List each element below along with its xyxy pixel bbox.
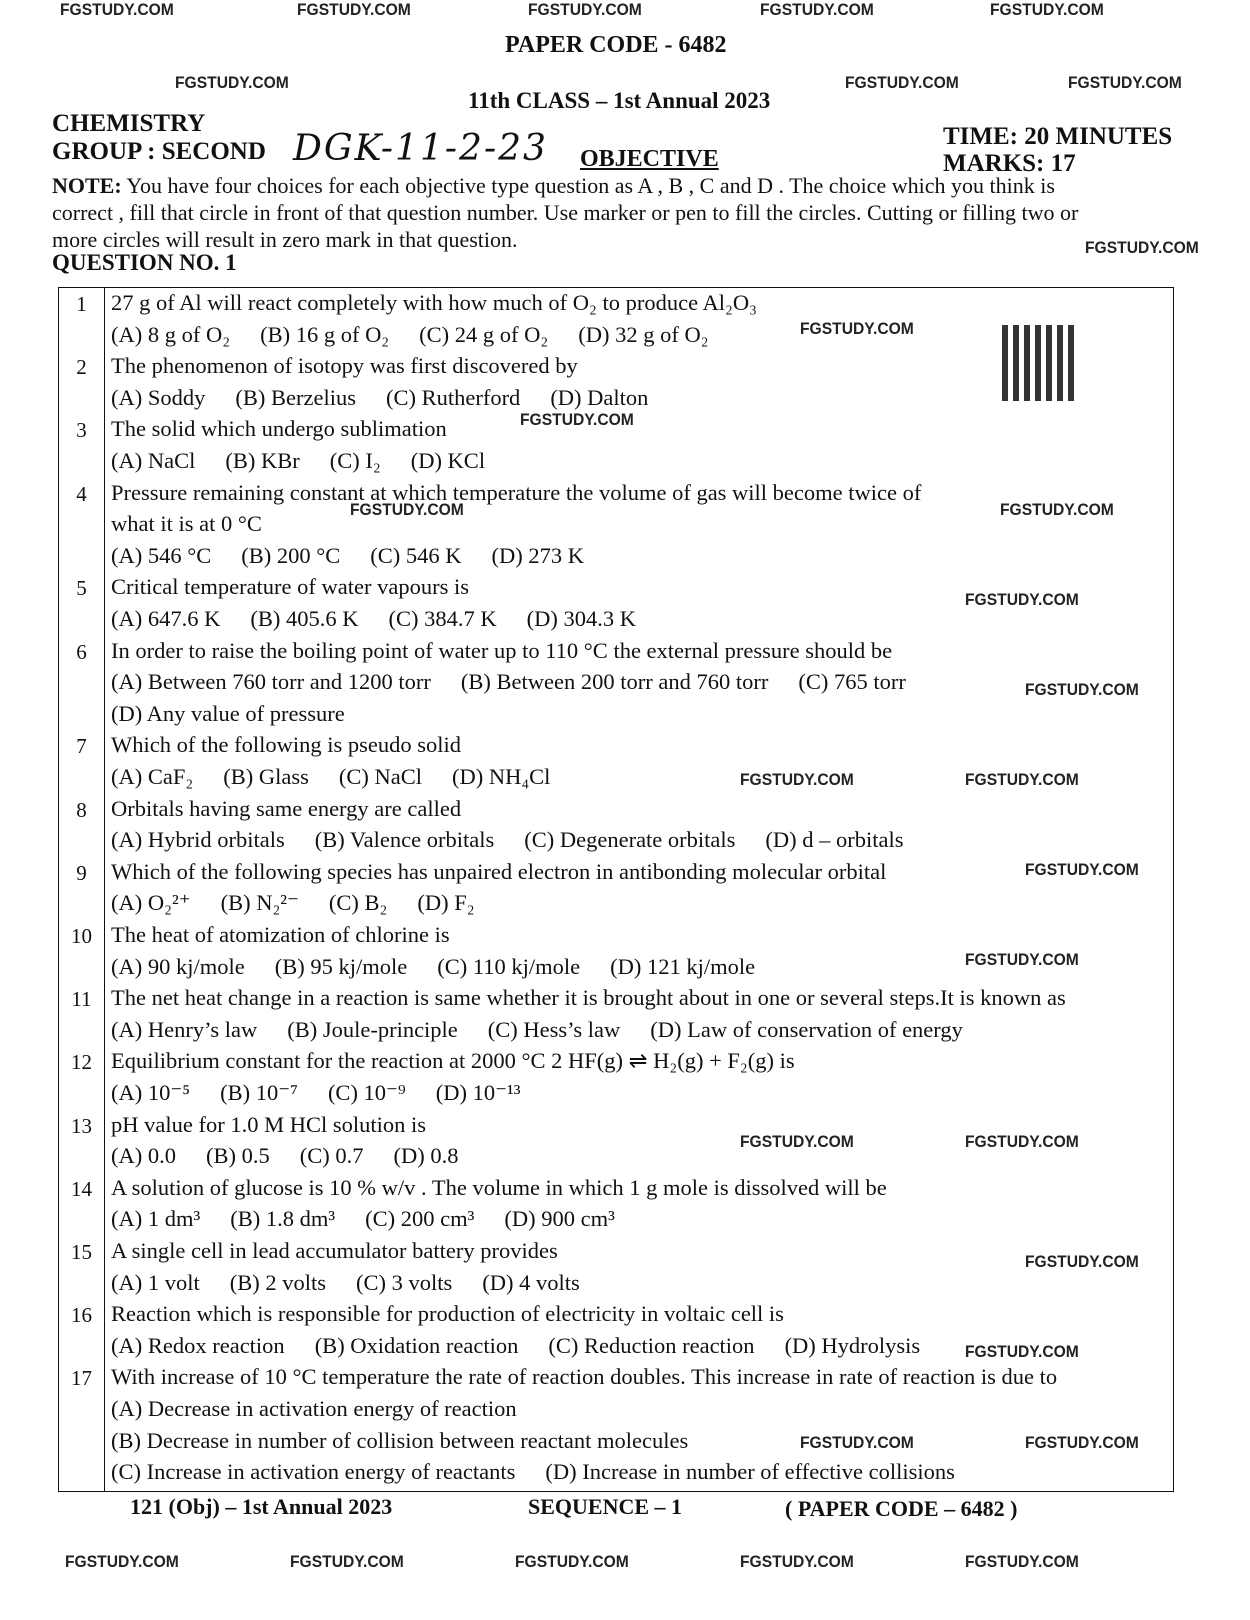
option-line	[111, 448, 485, 474]
answer-option[interactable]: (A) 647.6 K	[111, 605, 221, 631]
answer-option[interactable]: (A) CaF₂	[111, 763, 194, 789]
answer-option[interactable]: (A) Hybrid orbitals	[111, 827, 285, 853]
option-line	[111, 606, 636, 632]
answer-option[interactable]: (D) d – orbitals	[765, 827, 904, 853]
watermark-text: FGSTUDY.COM	[60, 0, 174, 19]
option-line	[111, 954, 755, 980]
watermark-text: FGSTUDY.COM	[515, 1552, 629, 1571]
answer-option[interactable]: (A) 1 dm³	[111, 1206, 201, 1232]
question-text: The net heat change in a reaction is same whether it is brought about in one or several steps.It is known as	[111, 985, 1066, 1011]
question-text: what it is at 0 °C	[111, 511, 262, 537]
watermark-text: FGSTUDY.COM	[1025, 1252, 1139, 1271]
question-number: 4	[76, 481, 87, 506]
footer-sequence: SEQUENCE – 1	[528, 1494, 683, 1519]
question-text: In order to raise the boiling point of water up to 110 °C the external pressure should be	[111, 637, 893, 663]
question-number: 10	[71, 924, 92, 948]
option-line	[111, 1143, 458, 1169]
question-text: The solid which undergo sublimation	[111, 416, 447, 442]
question-text-line	[111, 353, 578, 379]
question-text: A solution of glucose is 10 % w/v . The volume in which 1 g mole is dissolved will be	[111, 1174, 887, 1200]
question-number: 15	[71, 1240, 92, 1264]
objective-label: OBJECTIVE	[580, 146, 719, 172]
watermark-text: FGSTUDY.COM	[965, 1132, 1079, 1151]
question-text-line	[111, 416, 447, 442]
option-line	[111, 1080, 521, 1106]
answer-option[interactable]: (D) 900 cm³	[504, 1206, 615, 1232]
question-text-line	[111, 290, 757, 316]
total-marks: MARKS: 17	[943, 150, 1076, 177]
answer-option[interactable]: (D) 4 volts	[482, 1269, 580, 1295]
answer-option[interactable]: (B) N₂²⁻	[220, 890, 299, 916]
watermark-text: FGSTUDY.COM	[800, 319, 914, 338]
instructions-note	[52, 172, 1102, 253]
answer-option[interactable]: (B) Decrease in number of collision between reactant molecules	[111, 1427, 689, 1453]
watermark-text: FGSTUDY.COM	[1025, 1433, 1139, 1452]
question-text: Orbitals having same energy are called	[111, 795, 462, 821]
answer-option[interactable]: (C) NaCl	[338, 763, 422, 789]
answer-option[interactable]: (C) 110 kj/mole	[437, 953, 581, 979]
watermark-text: FGSTUDY.COM	[1000, 500, 1114, 519]
question-text-line	[111, 1048, 795, 1074]
option-line	[111, 511, 262, 537]
answer-option[interactable]: (D) Any value of pressure	[111, 700, 345, 726]
answer-option[interactable]: (C) 384.7 K	[388, 605, 497, 631]
answer-option[interactable]: (D) 0.8	[393, 1143, 459, 1169]
question-text-line	[111, 985, 1066, 1011]
watermark-text: FGSTUDY.COM	[845, 73, 959, 92]
answer-option[interactable]: (C) B₂	[328, 890, 388, 916]
answer-option[interactable]: (B) 200 °C	[241, 542, 341, 568]
answer-option[interactable]: (A) 1 volt	[111, 1269, 200, 1295]
watermark-text: FGSTUDY.COM	[1025, 680, 1139, 699]
question-number: 11	[71, 987, 92, 1012]
option-line	[111, 1206, 615, 1232]
question-heading: QUESTION NO. 1	[52, 250, 237, 275]
answer-option[interactable]: (D) Hydrolysis	[784, 1332, 921, 1358]
watermark-text: FGSTUDY.COM	[800, 1433, 914, 1452]
answer-option[interactable]: (D) Dalton	[550, 384, 649, 410]
answer-option[interactable]: (D) F₂	[417, 890, 475, 916]
handwritten-code: DGK-11-2-23	[293, 128, 548, 169]
option-line	[111, 1017, 963, 1043]
answer-option[interactable]: (D) 304.3 K	[526, 605, 636, 631]
option-line	[111, 322, 709, 348]
question-text: With increase of 10 °C temperature the rate of reaction doubles. This increase in rate of reaction is due to	[111, 1364, 1058, 1390]
question-number: 12	[71, 1050, 92, 1075]
answer-option[interactable]: (B) 1.8 dm³	[230, 1206, 336, 1232]
watermark-text: FGSTUDY.COM	[965, 590, 1079, 609]
answer-option[interactable]: (D) NH₄Cl	[451, 763, 551, 789]
answer-option[interactable]: (C) 546 K	[370, 542, 462, 568]
footer-code: 121 (Obj) – 1st Annual 2023	[130, 1494, 393, 1519]
answer-option[interactable]: (A) O₂²⁺	[111, 890, 191, 916]
answer-option[interactable]: (D) 32 g of O₂	[578, 321, 709, 347]
answer-option[interactable]: (B) KBr	[225, 447, 300, 473]
question-text-line	[111, 1301, 784, 1327]
answer-option[interactable]: (C) I₂	[329, 447, 381, 473]
option-line	[111, 385, 648, 411]
question-text: A single cell in lead accumulator battery provides	[111, 1238, 558, 1263]
answer-option[interactable]: (A) Henry’s law	[111, 1016, 258, 1042]
footer-paper-code: ( PAPER CODE – 6482 )	[785, 1496, 1018, 1521]
answer-option[interactable]: (B) Between 200 torr and 760 torr	[460, 669, 769, 695]
watermark-text: FGSTUDY.COM	[1085, 238, 1199, 257]
question-number: 8	[76, 797, 87, 822]
question-text-line	[111, 1175, 887, 1201]
question-text-line	[111, 638, 892, 664]
answer-option[interactable]: (A) NaCl	[111, 447, 196, 473]
question-text: 27 g of Al will react completely with how much of O₂ to produce Al₂O₃	[111, 290, 757, 315]
answer-option[interactable]: (C) Reduction reaction	[548, 1332, 755, 1358]
group: GROUP : SECOND	[52, 138, 266, 165]
answer-option[interactable]: (B) 405.6 K	[250, 605, 359, 631]
question-text-line	[111, 922, 450, 948]
answer-option[interactable]: (A) 8 g of O₂	[111, 321, 231, 347]
watermark-text: FGSTUDY.COM	[965, 770, 1079, 789]
question-text-line	[111, 1364, 1057, 1390]
answer-option[interactable]: (B) 2 volts	[229, 1269, 327, 1295]
question-number: 9	[76, 860, 87, 885]
answer-option[interactable]: (A) 90 kj/mole	[111, 953, 245, 979]
answer-option[interactable]: (B) 95 kj/mole	[274, 953, 408, 979]
column-divider	[104, 288, 105, 1491]
watermark-text: FGSTUDY.COM	[1025, 860, 1139, 879]
question-number: 7	[76, 734, 87, 759]
watermark-text: FGSTUDY.COM	[1068, 73, 1182, 92]
question-text-line	[111, 1112, 426, 1138]
question-text-line	[111, 574, 469, 600]
watermark-text: FGSTUDY.COM	[965, 1552, 1079, 1571]
question-text: Reaction which is responsible for production of electricity in voltaic cell is	[111, 1301, 784, 1327]
answer-option[interactable]: (B) 16 g of O₂	[260, 321, 390, 347]
option-line	[111, 1459, 955, 1485]
option-line	[111, 1270, 580, 1296]
answer-option[interactable]: (A) 0.0	[111, 1143, 176, 1169]
qr-code	[1002, 325, 1078, 401]
answer-option[interactable]: (B) 10⁻⁷	[220, 1079, 298, 1105]
note-label: NOTE:	[52, 173, 122, 198]
answer-option[interactable]: (B) Oxidation reaction	[314, 1332, 519, 1358]
answer-option[interactable]: (C) 24 g of O₂	[419, 321, 549, 347]
option-line	[111, 890, 475, 916]
note-text: You have four choices for each objective type question as A , B , C and D . The choice which you think is correct , fill that circle in front of that question number. Use marker or pen to fill the circles. Cutting or filling two or more circles will result in zero mark in that question.	[52, 173, 1079, 252]
question-text: Equilibrium constant for the reaction at 2000 °C 2 HF(g) ⇌ H₂(g) + F₂(g) is	[111, 1048, 795, 1074]
option-line	[111, 669, 906, 695]
question-number: 5	[76, 576, 87, 601]
question-text: Which of the following species has unpaired electron in antibonding molecular orbital	[111, 858, 887, 884]
question-number: 17	[71, 1366, 92, 1391]
answer-option[interactable]: (D) Law of conservation of energy	[650, 1016, 963, 1042]
watermark-text: FGSTUDY.COM	[740, 1552, 854, 1571]
answer-option[interactable]: (D) Increase in number of effective collisions	[545, 1459, 955, 1485]
answer-option[interactable]: (D) 10⁻¹³	[435, 1079, 521, 1105]
answer-option[interactable]: (A) 546 °C	[111, 542, 212, 568]
question-text: Which of the following is pseudo solid	[111, 732, 461, 758]
question-text: The heat of atomization of chlorine is	[111, 922, 450, 947]
question-number: 14	[71, 1176, 92, 1201]
watermark-text: FGSTUDY.COM	[65, 1552, 179, 1571]
answer-option[interactable]: (A) 10⁻⁵	[111, 1079, 191, 1105]
answer-option[interactable]: (B) 0.5	[205, 1143, 270, 1169]
watermark-text: FGSTUDY.COM	[175, 73, 289, 92]
answer-option[interactable]: (D) KCl	[410, 447, 486, 473]
answer-option[interactable]: (B) Glass	[223, 763, 309, 789]
question-number: 2	[76, 355, 87, 380]
question-text-line	[111, 732, 461, 758]
answer-option[interactable]: (C) 10⁻⁹	[327, 1079, 406, 1105]
paper-code: PAPER CODE - 6482	[505, 32, 727, 58]
answer-option[interactable]: (C) Hess’s law	[487, 1016, 621, 1042]
watermark-text: FGSTUDY.COM	[740, 770, 854, 789]
option-line	[111, 543, 584, 569]
watermark-text: FGSTUDY.COM	[297, 0, 411, 19]
question-text: pH value for 1.0 M HCl solution is	[111, 1111, 426, 1137]
option-line	[111, 764, 550, 790]
answer-option[interactable]: (A) Soddy	[111, 384, 206, 410]
watermark-text: FGSTUDY.COM	[990, 0, 1104, 19]
answer-option[interactable]: (D) 121 kj/mole	[610, 953, 756, 979]
watermark-text: FGSTUDY.COM	[290, 1552, 404, 1571]
option-line	[111, 1333, 920, 1359]
answer-option[interactable]: (B) Valence orbitals	[314, 827, 495, 853]
option-line	[111, 701, 345, 727]
answer-option[interactable]: (C) 200 cm³	[365, 1206, 475, 1232]
watermark-text: FGSTUDY.COM	[740, 1132, 854, 1151]
subject: CHEMISTRY	[52, 110, 206, 137]
question-number: 16	[71, 1303, 92, 1328]
answer-option[interactable]: (C) Degenerate orbitals	[524, 827, 736, 853]
option-line	[111, 1428, 688, 1454]
answer-option[interactable]: (A) Decrease in activation energy of reaction	[111, 1395, 517, 1421]
option-line	[111, 1396, 517, 1422]
answer-option[interactable]: (C) Rutherford	[385, 384, 521, 410]
watermark-text: FGSTUDY.COM	[528, 0, 642, 19]
question-number: 1	[76, 292, 87, 316]
answer-option[interactable]: (B) Berzelius	[235, 384, 356, 410]
question-text-line	[111, 480, 921, 506]
time-limit: TIME: 20 MINUTES	[943, 123, 1173, 150]
questions-table	[58, 287, 1174, 1492]
watermark-text: FGSTUDY.COM	[760, 0, 874, 19]
question-text-line	[111, 1238, 558, 1264]
question-text: The phenomenon of isotopy was first discovered by	[111, 353, 578, 379]
watermark-text: FGSTUDY.COM	[350, 500, 464, 519]
answer-option[interactable]: (B) Joule-principle	[287, 1016, 458, 1042]
watermark-text: FGSTUDY.COM	[965, 950, 1079, 969]
answer-option[interactable]: (A) Between 760 torr and 1200 torr	[111, 669, 431, 695]
question-text: Critical temperature of water vapours is	[111, 574, 469, 600]
answer-option[interactable]: (C) 0.7	[299, 1143, 364, 1169]
answer-option[interactable]: (A) Redox reaction	[111, 1332, 285, 1358]
watermark-text: FGSTUDY.COM	[965, 1342, 1079, 1361]
question-text-line	[111, 796, 461, 822]
answer-option[interactable]: (C) 765 torr	[798, 669, 906, 695]
question-number: 3	[76, 418, 87, 443]
question-number: 6	[76, 639, 87, 664]
class-title: 11th CLASS – 1st Annual 2023	[468, 88, 771, 113]
answer-option[interactable]: (C) Increase in activation energy of reactants	[111, 1459, 516, 1485]
question-text-line	[111, 859, 886, 885]
question-text: Pressure remaining constant at which temperature the volume of gas will become twice of	[111, 479, 922, 505]
answer-option[interactable]: (C) 3 volts	[356, 1269, 453, 1295]
question-number: 13	[71, 1113, 92, 1138]
answer-option[interactable]: (D) 273 K	[491, 542, 584, 568]
option-line	[111, 827, 904, 853]
watermark-text: FGSTUDY.COM	[520, 410, 634, 429]
